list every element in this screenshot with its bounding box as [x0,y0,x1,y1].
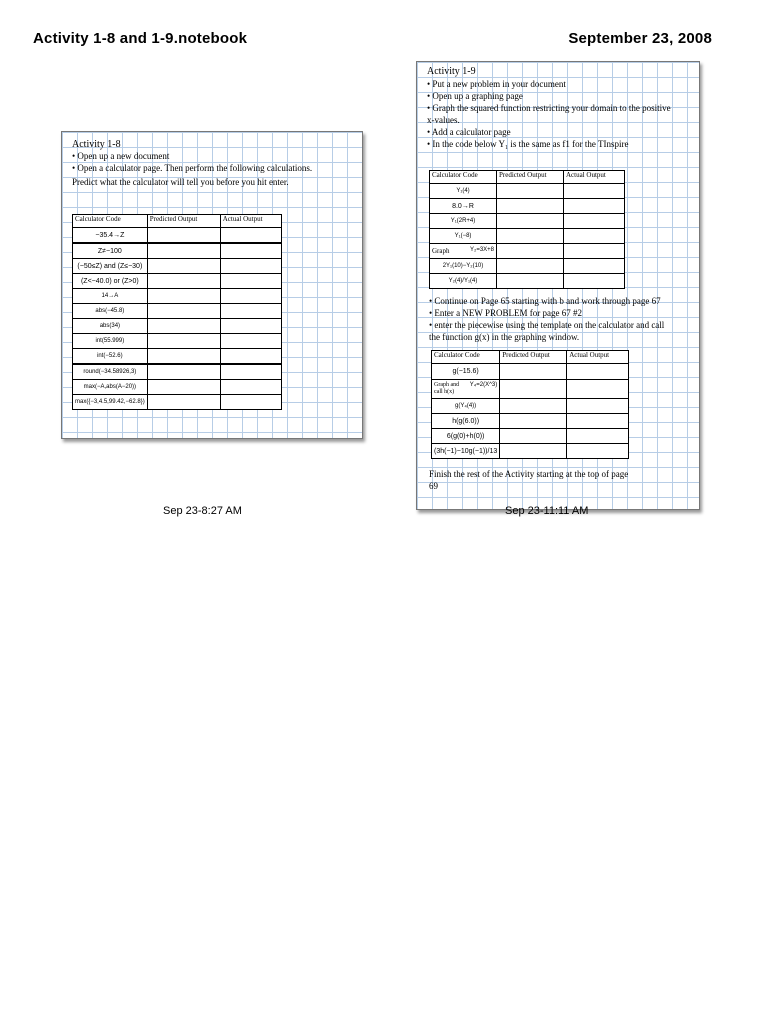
table-row [430,199,625,214]
predicted-output-cell[interactable] [497,184,564,199]
calculator-code-cell [432,380,500,399]
calculator-code-cell: g(−15.6) [432,364,500,380]
predicted-output-cell[interactable] [500,444,567,459]
table-row [73,259,282,274]
table-row [432,414,629,429]
calculator-code-cell: Y₂(4)/Y₁(4) [430,274,497,289]
actual-output-cell[interactable] [564,184,625,199]
table-row [432,429,629,444]
graph-label: Graph and call h(x) [434,382,460,395]
calculator-code-cell: (3h(−1)−10g(−1))/13 [432,444,500,459]
bullet-item: • Open a calculator page. Then perform the following calculations. [72,163,313,173]
calculator-code-cell: max(−A,abs(A−20)) [73,380,148,395]
calculator-code-cell: max({−3,4.5,99.42,−62.8}) [73,395,148,410]
predicted-output-cell[interactable] [147,380,220,395]
footer-instruction: Finish the rest of the Activity starting at the top of page 69 [429,469,629,491]
actual-output-cell[interactable] [564,214,625,229]
table-row [430,244,625,259]
actual-output-cell[interactable] [567,380,629,399]
calculator-code-cell: g(Y₄(4)) [432,399,500,414]
actual-output-cell[interactable] [564,229,625,244]
calculator-code-cell: h(g(6.0)) [432,414,500,429]
predicted-output-cell[interactable] [147,274,220,289]
predicted-output-cell[interactable] [147,319,220,334]
actual-output-cell[interactable] [220,259,281,274]
calculator-code-cell: Y₁(4) [430,184,497,199]
predicted-output-cell[interactable] [500,399,567,414]
actual-output-cell[interactable] [564,199,625,214]
actual-output-cell[interactable] [220,274,281,289]
predicted-output-cell[interactable] [500,380,567,399]
column-header: Predicted Output [500,351,567,364]
calculator-code-cell [430,244,497,259]
column-header: Calculator Code [430,171,497,184]
predicted-output-cell[interactable] [497,244,564,259]
predicted-output-cell[interactable] [497,259,564,274]
actual-output-cell[interactable] [220,395,281,410]
actual-output-cell[interactable] [567,399,629,414]
calculator-code-cell: 8.0→R [430,199,497,214]
predicted-output-cell[interactable] [497,274,564,289]
table-row [73,304,282,319]
calculator-code-cell: Z≠−100 [73,243,148,259]
predicted-output-cell[interactable] [147,364,220,380]
predicted-output-cell[interactable] [147,395,220,410]
column-header: Predicted Output [147,215,220,228]
actual-output-cell[interactable] [564,244,625,259]
notebook-page-activity-1-9[interactable] [416,61,700,510]
predicted-output-cell[interactable] [147,334,220,349]
bullet-item: • In the code below Y₁ is the same as f1 for the TInspire [427,139,629,149]
table-row [432,364,629,380]
calculator-code-cell: 6(g(0)+h(0)) [432,429,500,444]
column-header: Actual Output [220,215,281,228]
calculator-code-cell: Y₁(2R+4) [430,214,497,229]
table-row [73,243,282,259]
predicted-output-cell[interactable] [497,199,564,214]
calculator-code-cell: abs(−45.8) [73,304,148,319]
predicted-output-cell[interactable] [147,289,220,304]
table-row [432,380,629,399]
table-row [430,259,625,274]
predicted-output-cell[interactable] [147,228,220,244]
actual-output-cell[interactable] [220,289,281,304]
calculator-code-cell: (−50≤Z) and (Z≤−30) [73,259,148,274]
notebook-date: September 23, 2008 [568,30,712,47]
page-timestamp: Sep 23-11:11 AM [505,505,589,517]
table-row [430,184,625,199]
actual-output-cell[interactable] [220,380,281,395]
graph-equation: Y₄=2(X^3) [469,382,498,388]
predicted-output-cell[interactable] [497,214,564,229]
bullet-item: • Graph the squared function restricting your domain to the positive [427,103,671,113]
instruction-text: Predict what the calculator will tell you before you hit enter. [72,177,289,187]
calculator-table-2 [431,350,629,459]
bullet-item: • Enter a NEW PROBLEM for page 67 #2 [429,308,582,318]
table-row [73,395,282,410]
actual-output-cell[interactable] [220,364,281,380]
page-title: Activity 1-9 [427,66,476,77]
column-header: Calculator Code [432,351,500,364]
actual-output-cell[interactable] [220,243,281,259]
table-row [73,289,282,304]
notebook-page-activity-1-8[interactable] [61,131,363,439]
calculator-code-cell: 14→A [73,289,148,304]
column-header: Actual Output [564,171,625,184]
predicted-output-cell[interactable] [147,259,220,274]
actual-output-cell[interactable] [567,364,629,380]
table-row [430,214,625,229]
table-row [432,444,629,459]
bullet-item: • Open up a graphing page [427,91,523,101]
bullet-item: • Continue on Page 65 starting with b and work through page 67 [429,296,661,306]
calculator-code-cell: int(55.999) [73,334,148,349]
bullet-item: • Open up a new document [72,151,170,161]
actual-output-cell[interactable] [564,259,625,274]
table-row [73,334,282,349]
column-header: Calculator Code [73,215,148,228]
page-timestamp: Sep 23-8:27 AM [163,505,242,517]
graph-equation: Y₂=3X+8 [469,247,494,253]
table-row [73,349,282,365]
actual-output-cell[interactable] [564,274,625,289]
predicted-output-cell[interactable] [147,304,220,319]
calculator-code-cell: −35.4→Z [73,228,148,244]
table-row [73,364,282,380]
graph-label: Graph [432,247,450,255]
table-row [73,228,282,244]
calculator-code-cell: int(−52.6) [73,349,148,365]
actual-output-cell[interactable] [220,228,281,244]
table-row [430,229,625,244]
table-row [73,380,282,395]
bullet-item: x-values. [427,115,460,125]
predicted-output-cell[interactable] [500,429,567,444]
calculator-table [72,214,282,410]
predicted-output-cell[interactable] [147,243,220,259]
calculator-table-1 [429,170,625,289]
actual-output-cell[interactable] [567,429,629,444]
notebook-title: Activity 1-8 and 1-9.notebook [33,30,248,47]
bullet-item: • enter the piecewise using the template on the calculator and call [429,320,665,330]
table-row [430,274,625,289]
page-title: Activity 1-8 [72,139,121,150]
actual-output-cell[interactable] [220,349,281,365]
actual-output-cell[interactable] [220,334,281,349]
actual-output-cell[interactable] [567,414,629,429]
calculator-code-cell: abs(34) [73,319,148,334]
column-header: Actual Output [567,351,629,364]
table-row [73,274,282,289]
predicted-output-cell[interactable] [500,414,567,429]
calculator-code-cell: 2Y₁(10)−Y₂(10) [430,259,497,274]
bullet-item: • Add a calculator page [427,127,511,137]
table-row [73,319,282,334]
predicted-output-cell[interactable] [147,349,220,365]
actual-output-cell[interactable] [567,444,629,459]
predicted-output-cell[interactable] [497,229,564,244]
column-header: Predicted Output [497,171,564,184]
actual-output-cell[interactable] [220,319,281,334]
calculator-code-cell: Y₁(−8) [430,229,497,244]
calculator-code-cell: round(−34.58926,3) [73,364,148,380]
calculator-code-cell: (Z<−40.0) or (Z>0) [73,274,148,289]
predicted-output-cell[interactable] [500,364,567,380]
bullet-item: the function g(x) in the graphing window. [429,332,580,342]
bullet-item: • Put a new problem in your document [427,79,566,89]
actual-output-cell[interactable] [220,304,281,319]
table-row [432,399,629,414]
